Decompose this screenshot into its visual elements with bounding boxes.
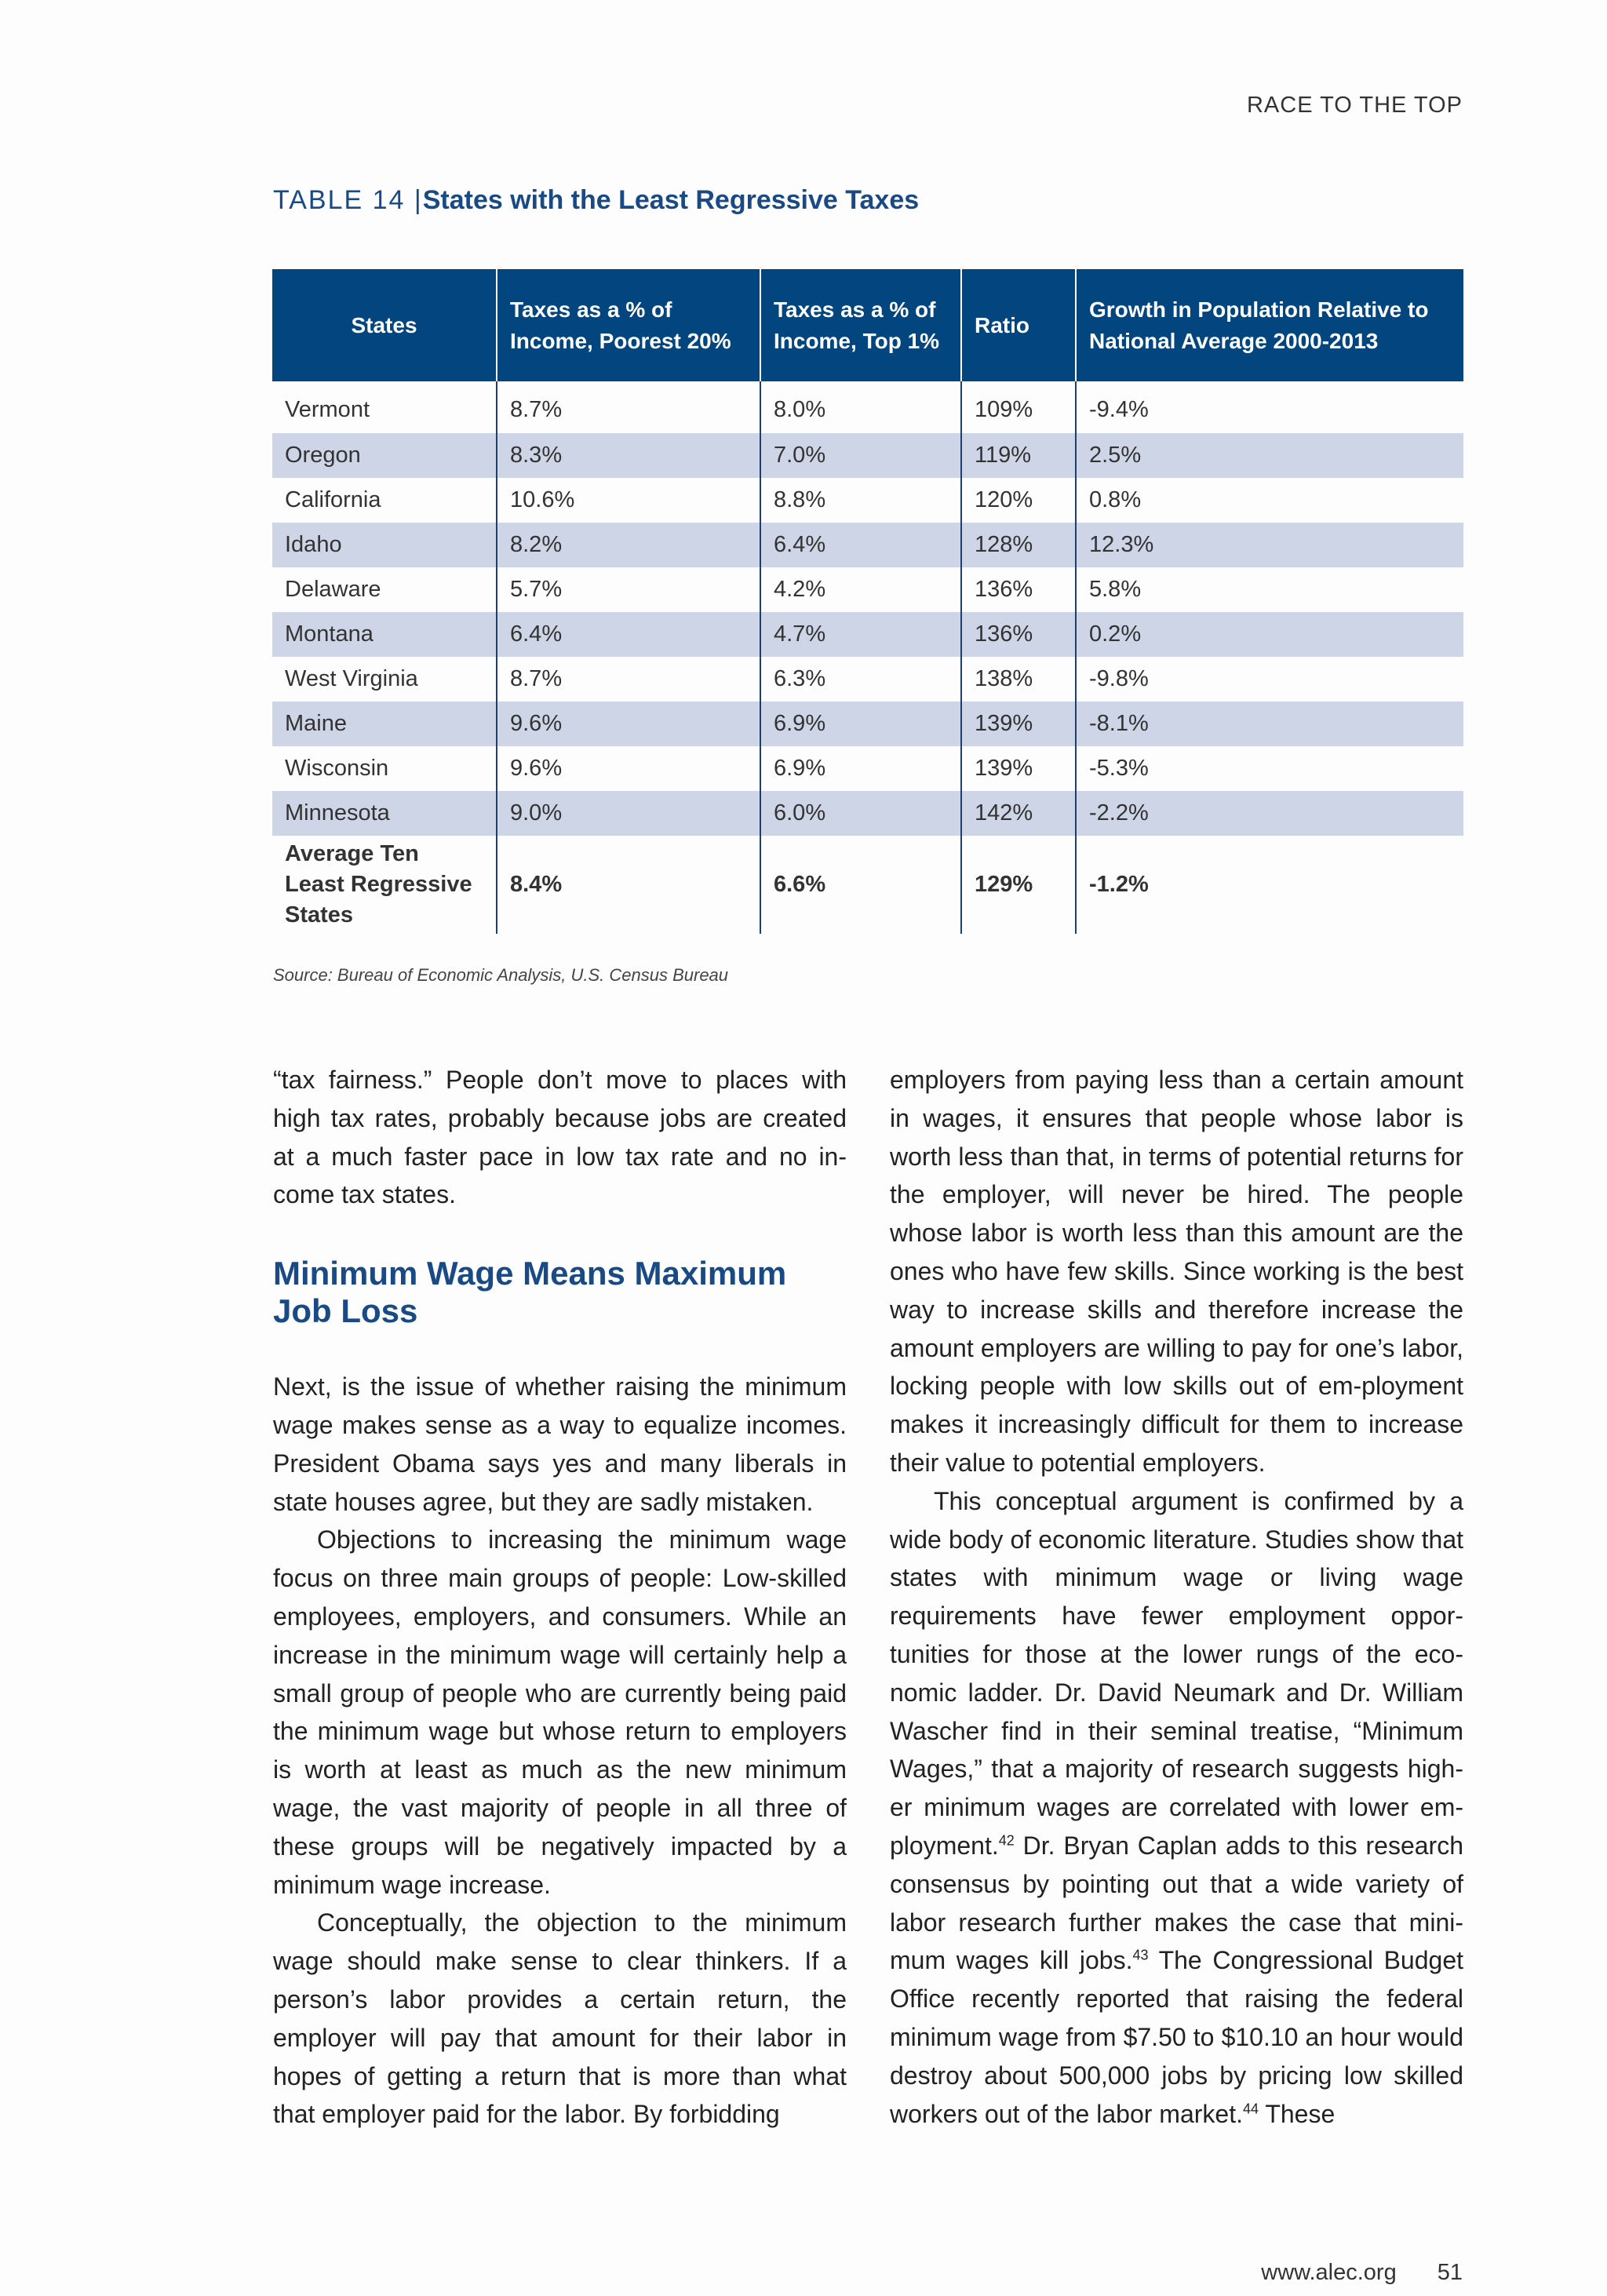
paragraph-text: This conceptual argument is confirmed by a wide body of economic literature. Studies show that states with minimum wage or living wage requirements have fewer employment oppor-tunities for those at the lower rungs of the eco-nomic ladder. Dr. David Neumark and Dr. William Wascher find in their seminal treatise, “Minimum Wages,” that a majority of research suggests high-er minimum wages are correlated with lower em-ployment. — [890, 1486, 1463, 1860]
paragraph-text: The Congressional Budget Office recently reported that raising the federal minimum wage from $7.50 to $10.10 an hour would destroy about 500,000 jobs by pricing low skilled workers out of the labor market. — [890, 1946, 1464, 2128]
paragraph: Conceptually, the objection to the minimum wage should make sense to clear thinkers. If a person’s labor provides a certain return, the employer will pay that amount for their labor in hopes of getting a return that is more than what that employer paid for the labor. By forbidding — [273, 1908, 847, 2129]
cell-poorest: 8.2% — [497, 523, 760, 567]
table-row — [272, 612, 1463, 657]
cell-ratio: 138% — [961, 657, 1076, 702]
section-heading: Minimum Wage Means Maximum Job Loss — [273, 1255, 787, 1330]
cell-top1: 4.2% — [760, 567, 961, 612]
cell-top1: 6.9% — [760, 746, 961, 791]
cell-state: California — [285, 487, 381, 512]
paragraph — [890, 1482, 1463, 2134]
cell-top1: 6.9% — [760, 702, 961, 746]
table-row — [272, 746, 1463, 791]
header-states: States — [272, 269, 497, 381]
cell-state: Wisconsin — [285, 756, 389, 781]
cell-poorest: 6.4% — [497, 612, 760, 657]
cell-growth: -8.1% — [1076, 702, 1463, 746]
table-caption — [273, 185, 919, 216]
cell-state: Vermont — [285, 396, 370, 422]
running-head: RACE TO THE TOP — [1246, 93, 1463, 118]
table-row — [272, 478, 1463, 523]
footnote-ref: 43 — [1132, 1947, 1149, 1963]
cell-top1: 6.4% — [760, 523, 961, 567]
cell-top1: 7.0% — [760, 433, 961, 478]
cell-growth: -5.3% — [1076, 746, 1463, 791]
footnote-ref: 42 — [998, 1832, 1015, 1849]
cell-ratio: 136% — [961, 567, 1076, 612]
cell-growth: 2.5% — [1076, 433, 1463, 478]
footnote-ref: 44 — [1242, 2100, 1259, 2116]
cell-poorest: 8.3% — [497, 433, 760, 478]
cell-poorest: 8.4% — [497, 836, 760, 934]
table-title: States with the Least Regressive Taxes — [422, 185, 920, 215]
cell-poorest: 5.7% — [497, 567, 760, 612]
left-column — [273, 1061, 847, 2134]
table-average-row — [272, 836, 1463, 934]
cell-poorest: 9.6% — [497, 746, 760, 791]
cell-growth: -2.2% — [1076, 791, 1463, 836]
cell-ratio: 109% — [961, 381, 1076, 433]
cell-top1: 6.6% — [760, 836, 961, 934]
page-number: 51 — [1437, 2260, 1463, 2285]
cell-top1: 4.7% — [760, 612, 961, 657]
cell-ratio: 142% — [961, 791, 1076, 836]
cell-growth: 12.3% — [1076, 523, 1463, 567]
footer-site: www.alec.org — [1261, 2260, 1397, 2285]
cell-state: Minnesota — [272, 791, 497, 836]
paragraph: “tax fairness.” People don’t move to places with high tax rates, probably because jobs are created at a much faster pace in low tax rate and no in-come tax states. — [273, 1066, 847, 1209]
cell-average-label: Average Ten Least Regressive States — [285, 841, 472, 928]
cell-growth: 0.8% — [1076, 478, 1463, 523]
cell-state: Oregon — [272, 433, 497, 478]
cell-poorest: 8.7% — [497, 657, 760, 702]
cell-top1: 8.0% — [760, 381, 961, 433]
paragraph: Objections to increasing the minimum wage focus on three main groups of people: Low-skilled employees, employers, and consumers. While an increase in the minimum wage will certainly help a small group of people who are currently being paid the minimum wage but whose return to employers is worth at least as much as the new minimum wage, the vast majority of people in all three of these groups will be negatively impacted by a minimum wage increase. — [273, 1525, 847, 1899]
cell-state: Delaware — [285, 577, 381, 602]
table-row — [272, 657, 1463, 702]
cell-state: Idaho — [272, 523, 497, 567]
cell-state: Maine — [272, 702, 497, 746]
paragraph-text: Dr. Bryan Caplan adds to this research consensus by pointing out that a wide variety of labor research further makes the case that mini-mum wages kill jobs. — [890, 1831, 1463, 1975]
cell-poorest: 9.6% — [497, 702, 760, 746]
table-row — [272, 523, 1463, 567]
cell-growth: -1.2% — [1076, 836, 1463, 934]
cell-top1: 6.0% — [760, 791, 961, 836]
cell-ratio: 139% — [961, 702, 1076, 746]
cell-poorest: 8.7% — [497, 381, 760, 433]
cell-growth: -9.8% — [1076, 657, 1463, 702]
cell-poorest: 9.0% — [497, 791, 760, 836]
cell-ratio: 129% — [961, 836, 1076, 934]
cell-ratio: 139% — [961, 746, 1076, 791]
table-source: Source: Bureau of Economic Analysis, U.S. Census Bureau — [273, 965, 729, 985]
cell-ratio: 128% — [961, 523, 1076, 567]
table-label: TABLE 14 | — [273, 185, 423, 215]
header-top1: Taxes as a % of Income, Top 1% — [760, 269, 961, 381]
paragraph: employers from paying less than a certain amount in wages, it ensures that people whose labor is worth less than that, in terms of potential returns for the employer, will never be hired. The people whose labor is worth less than this amount are the ones who have few skills. Since working is the best way to increase skills and therefore increase the amount employers are willing to pay for one’s labor, locking people with low skills out of em-ployment makes it increasingly difficult for them to increase their value to potential employers. — [890, 1066, 1463, 1477]
cell-growth: 5.8% — [1076, 567, 1463, 612]
header-poorest: Taxes as a % of Income, Poorest 20% — [497, 269, 760, 381]
table-row — [272, 381, 1463, 433]
data-table — [272, 269, 1463, 934]
cell-top1: 6.3% — [760, 657, 961, 702]
cell-poorest: 10.6% — [497, 478, 760, 523]
table-row — [272, 702, 1463, 746]
cell-top1: 8.8% — [760, 478, 961, 523]
cell-growth: -9.4% — [1076, 381, 1463, 433]
paragraph: Next, is the issue of whether raising the minimum wage makes sense as a way to equalize incomes. President Obama says yes and many liberals in state houses agree, but they are sadly mistaken. — [273, 1372, 847, 1516]
header-ratio: Ratio — [961, 269, 1076, 381]
table-header-row — [272, 269, 1463, 381]
cell-ratio: 136% — [961, 612, 1076, 657]
header-growth: Growth in Population Relative to National Average 2000-2013 — [1076, 269, 1463, 381]
cell-ratio: 120% — [961, 478, 1076, 523]
cell-state: West Virginia — [285, 666, 418, 691]
cell-ratio: 119% — [961, 433, 1076, 478]
table-row — [272, 433, 1463, 478]
cell-state: Montana — [272, 612, 497, 657]
table-row — [272, 567, 1463, 612]
paragraph-text: These — [1259, 2099, 1336, 2128]
right-column — [890, 1061, 1463, 2133]
cell-growth: 0.2% — [1076, 612, 1463, 657]
table-row — [272, 791, 1463, 836]
page-footer — [1261, 2260, 1463, 2286]
